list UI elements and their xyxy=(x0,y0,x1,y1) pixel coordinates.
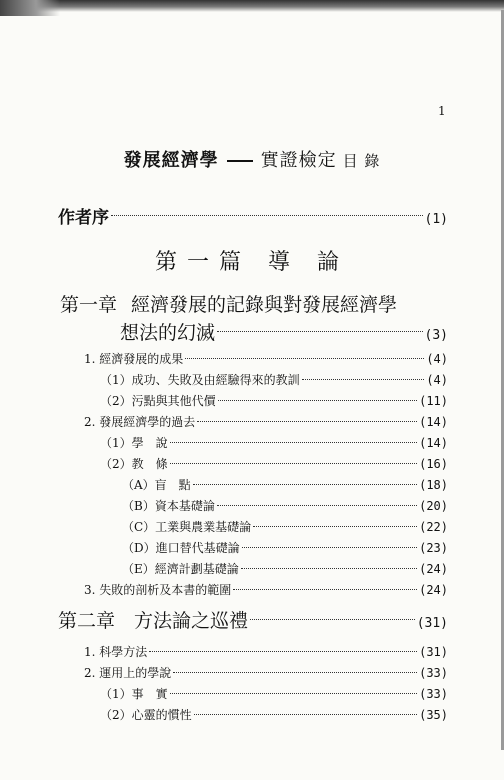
toc-entry xyxy=(122,497,448,514)
toc-preface xyxy=(58,203,448,228)
leader-dots xyxy=(217,331,423,332)
chapter1-heading xyxy=(60,290,397,317)
leader-dots xyxy=(233,589,417,590)
entry-label: （C）工業與農業基礎論 xyxy=(122,520,252,534)
entry-label: （1）事 實 xyxy=(100,687,168,701)
title-sub: 實證檢定 xyxy=(260,150,337,171)
entry-page: (14) xyxy=(419,436,448,450)
leader-dots xyxy=(197,421,417,422)
title-dash xyxy=(227,160,253,162)
entry-page: (20) xyxy=(419,499,448,513)
chapter2-heading xyxy=(58,606,448,633)
entry-label: （2）污點與其他代價 xyxy=(100,394,216,408)
chapter1-title-line1: 經濟發展的記錄與對發展經濟學 xyxy=(131,294,398,316)
leader-dots xyxy=(217,505,417,506)
entry-page: (31) xyxy=(419,645,448,659)
chapter1-number: 第一章 xyxy=(60,294,118,316)
toc-entry xyxy=(122,518,448,535)
preface-label: 作者序 xyxy=(58,208,109,228)
part-heading: 第一篇 導 論 xyxy=(155,250,349,275)
title-main: 發展經濟學 xyxy=(123,150,219,171)
entry-label: （E）經濟計劃基礎論 xyxy=(122,562,239,576)
leader-dots xyxy=(173,672,417,673)
leader-dots xyxy=(193,484,417,485)
entry-label: （1）成功、失敗及由經驗得來的教訓 xyxy=(100,373,300,387)
entry-label: 2. 發展經濟學的過去 xyxy=(84,415,196,429)
toc-entry xyxy=(100,706,448,723)
toc-entry xyxy=(122,476,448,493)
chapter1-title-line2: 想法的幻滅 xyxy=(120,322,216,344)
leader-dots xyxy=(302,379,425,380)
entry-label: 2. 運用上的學說 xyxy=(84,666,172,680)
entry-label: （1）學 說 xyxy=(100,436,168,450)
entry-page: (4) xyxy=(426,352,448,366)
toc-entry xyxy=(122,560,448,577)
leader-dots xyxy=(194,714,417,715)
toc-entry xyxy=(100,371,448,388)
toc-entry xyxy=(100,455,448,472)
entry-page: (35) xyxy=(419,708,448,722)
leader-dots xyxy=(170,463,417,464)
preface-page: (1) xyxy=(424,212,448,227)
entry-page: (16) xyxy=(419,457,448,471)
entry-label: （2）教 條 xyxy=(100,457,168,471)
scan-top-edge xyxy=(0,0,60,16)
toc-entry xyxy=(84,643,448,660)
toc-entry xyxy=(84,413,448,430)
entry-label: 1. 經濟發展的成果 xyxy=(84,352,184,366)
entry-label: （A）盲 點 xyxy=(122,478,191,492)
leader-dots xyxy=(185,358,424,359)
entry-label: 1. 科學方法 xyxy=(84,645,148,659)
entry-label: （D）進口替代基礎論 xyxy=(122,541,240,555)
leader-dots xyxy=(170,693,417,694)
entry-page: (33) xyxy=(419,687,448,701)
toc-entry xyxy=(100,685,448,702)
leader-dots xyxy=(253,526,417,527)
toc-entry xyxy=(100,392,448,409)
leader-dots xyxy=(170,442,417,443)
entry-label: （B）資本基礎論 xyxy=(122,499,215,513)
entry-page: (33) xyxy=(419,666,448,680)
entry-label: 3. 失敗的剖析及本書的範圍 xyxy=(84,583,232,597)
toc-entry xyxy=(84,664,448,681)
leader-dots xyxy=(242,547,417,548)
page-number: 1 xyxy=(438,104,446,118)
leader-dots xyxy=(149,651,417,652)
toc-entry xyxy=(84,350,448,367)
entry-page: (24) xyxy=(419,562,448,576)
toc-entry xyxy=(122,539,448,556)
scan-top-band xyxy=(0,0,504,12)
leader-dots xyxy=(218,400,417,401)
toc-title xyxy=(0,146,504,172)
entry-page: (22) xyxy=(419,520,448,534)
leader-dots xyxy=(250,619,415,620)
entry-page: (18) xyxy=(419,478,448,492)
leader-dots xyxy=(111,215,423,216)
entry-page: (23) xyxy=(419,541,448,555)
chapter1-page: (3) xyxy=(424,328,448,343)
leader-dots xyxy=(241,568,417,569)
entry-page: (14) xyxy=(419,415,448,429)
entry-page: (24) xyxy=(419,583,448,597)
toc-entry xyxy=(100,434,448,451)
toc-entry xyxy=(84,581,448,598)
entry-page: (11) xyxy=(419,394,448,408)
entry-page: (4) xyxy=(426,373,448,387)
chapter1-title-row xyxy=(120,318,448,345)
chapter2-label: 第二章 方法論之巡禮 xyxy=(58,610,249,632)
entry-label: （2）心靈的慣性 xyxy=(100,708,192,722)
title-label: 目 錄 xyxy=(342,152,381,170)
chapter2-page: (31) xyxy=(416,616,448,631)
